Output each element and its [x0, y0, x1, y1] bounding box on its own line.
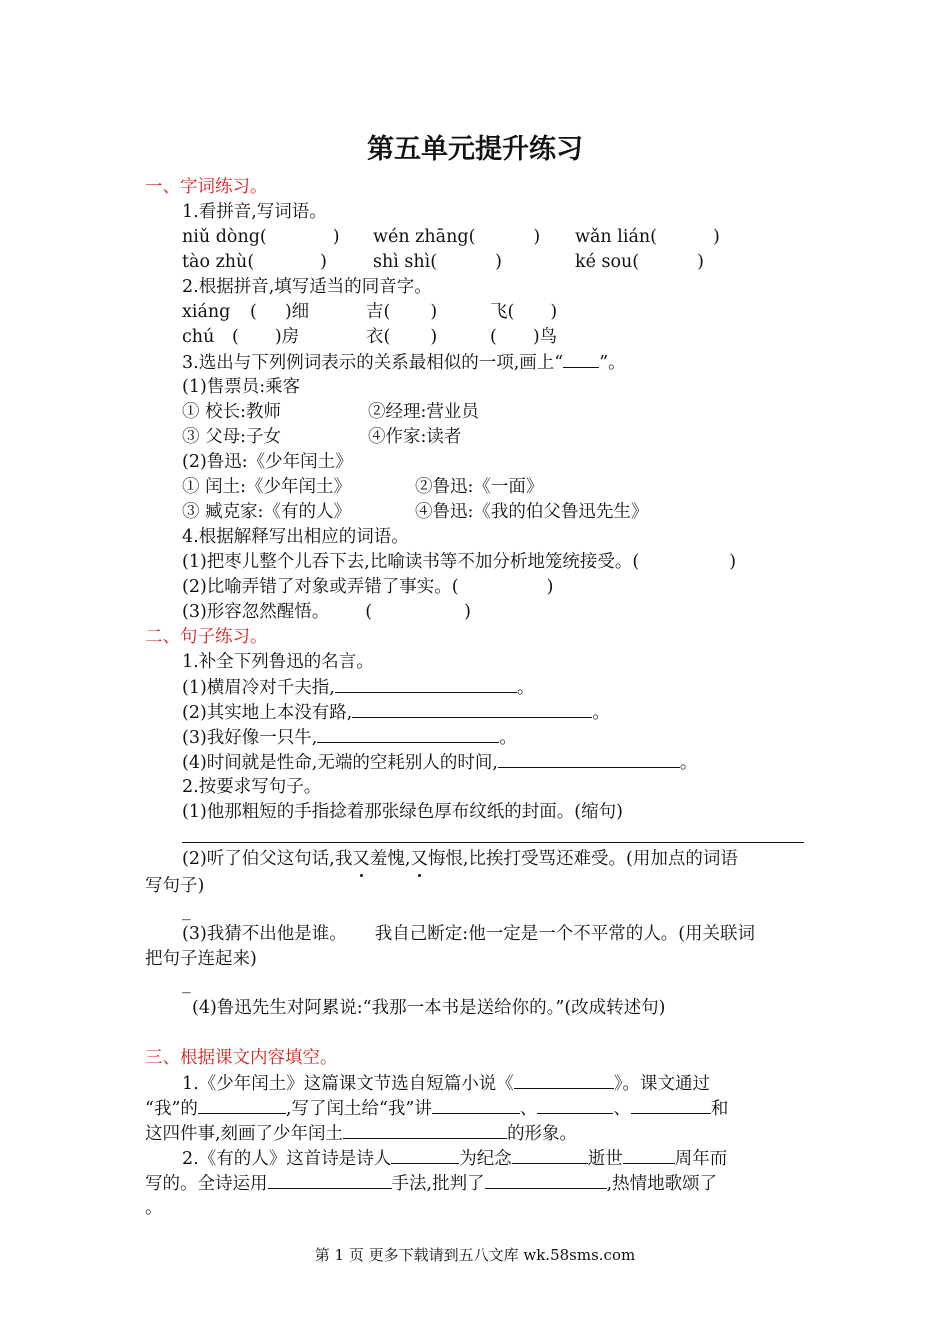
xiang-word: ( )细 — [250, 302, 310, 322]
answer-dash: _ — [182, 901, 191, 921]
rewrite-item-3-cont: 把句子连起来) — [145, 949, 257, 969]
fill-paragraph-1-line2: “我”的 ,写了闰土给“我”讲 、 、 和 — [145, 1096, 728, 1121]
quote-item: (3)我好像一只牛, 。 — [182, 725, 517, 750]
page-title: 第五单元提升练习 — [367, 134, 583, 165]
option-item: ④鲁迅:《我的伯父鲁迅先生》 — [415, 502, 649, 522]
rewrite-item-3: (3)我猜不出他是谁。 我自己断定:他一定是一个不平常的人。(用关联词 — [182, 924, 756, 944]
quote-item: (4)时间就是性命,无端的空耗别人的时间, 。 — [182, 750, 697, 775]
question-1-3: 3.选出与下列例词表示的关系最相似的一项,画上“ ”。 — [182, 350, 626, 375]
pinyin-item: niǔ dòng( ) — [182, 227, 340, 247]
option-item: ②鲁迅:《一面》 — [415, 477, 544, 497]
pinyin-item: wén zhāng( ) — [373, 227, 541, 247]
definition-item: (1)把枣儿整个儿吞下去,比喻读书等不加分析地笼统接受。( ) — [182, 552, 737, 572]
option-item: ④作家:读者 — [368, 427, 462, 447]
xiang-word: 吉( ) — [366, 302, 438, 322]
pinyin-item: wǎn lián( ) — [575, 227, 720, 247]
q3-example-2: (2)鲁迅:《少年闰土》 — [182, 452, 353, 472]
section-heading-3: 三、根据课文内容填空。 — [145, 1048, 338, 1068]
fill-paragraph-1: 1.《少年闰土》这篇课文节选自短篇小说《 》。课文通过 — [182, 1071, 710, 1096]
option-item: ③ 臧克家:《有的人》 — [182, 502, 351, 522]
section-heading-2: 二、句子练习。 — [145, 627, 268, 647]
chu-word: 衣( ) — [366, 327, 438, 347]
rewrite-item-2: (2)听了伯父这句话,我又羞愧,又悔恨,比挨打受骂还难受。(用加点的词语 — [182, 849, 738, 869]
pinyin-item: tào zhù( ) — [182, 252, 327, 272]
xiang-pinyin: xiáng — [182, 302, 231, 322]
fill-paragraph-2-line2: 写的。全诗运用 手法,批判了 ,热情地歌颂了 — [145, 1171, 717, 1196]
definition-item: (2)比喻弄错了对象或弄错了事实。( ) — [182, 577, 554, 597]
question-2-2: 2.按要求写句子。 — [182, 777, 322, 797]
quote-item: (1)横眉冷对千夫指, 。 — [182, 675, 534, 700]
rewrite-item-2-cont: 写句子) — [145, 876, 205, 896]
question-1-2: 2.根据拼音,填写适当的同音字。 — [182, 277, 432, 297]
pinyin-item: shì shì( ) — [373, 252, 502, 272]
question-2-1: 1.补全下列鲁迅的名言。 — [182, 652, 374, 672]
section-heading-1: 一、字词练习。 — [145, 177, 268, 197]
fill-paragraph-2-line3: 。 — [145, 1198, 163, 1218]
q3-example-1: (1)售票员:乘客 — [182, 377, 301, 397]
option-item: ① 闰土:《少年闰土》 — [182, 477, 351, 497]
answer-line — [182, 842, 804, 843]
question-1-4: 4.根据解释写出相应的词语。 — [182, 527, 409, 547]
option-item: ②经理:营业员 — [368, 402, 479, 422]
option-item: ① 校长:教师 — [182, 402, 281, 422]
quote-item: (2)其实地上本没有路, 。 — [182, 700, 610, 725]
fill-paragraph-2: 2.《有的人》这首诗是诗人 为纪念 逝世 周年而 — [182, 1146, 727, 1171]
option-item: ③ 父母:子女 — [182, 427, 281, 447]
answer-dash: _ — [182, 974, 191, 994]
rewrite-item-4: (4)鲁迅先生对阿累说:“我那一本书是送给你的。”(改成转述句) — [192, 998, 666, 1018]
chu-pinyin: chú — [182, 327, 215, 347]
question-1-1: 1.看拼音,写词语。 — [182, 202, 327, 222]
page-footer: 第 1 页 更多下载请到五八文库 wk.58sms.com — [314, 1246, 636, 1264]
xiang-word: 飞( ) — [490, 302, 558, 322]
chu-word: ( )房 — [232, 327, 300, 347]
chu-word: ( )鸟 — [490, 327, 558, 347]
definition-item: (3)形容忽然醒悟。 ( ) — [182, 602, 471, 622]
pinyin-item: ké sou( ) — [575, 252, 704, 272]
rewrite-item-1: (1)他那粗短的手指捻着那张绿色厚布纹纸的封面。(缩句) — [182, 802, 623, 822]
fill-paragraph-1-line3: 这四件事,刻画了少年闰土 的形象。 — [145, 1121, 577, 1146]
